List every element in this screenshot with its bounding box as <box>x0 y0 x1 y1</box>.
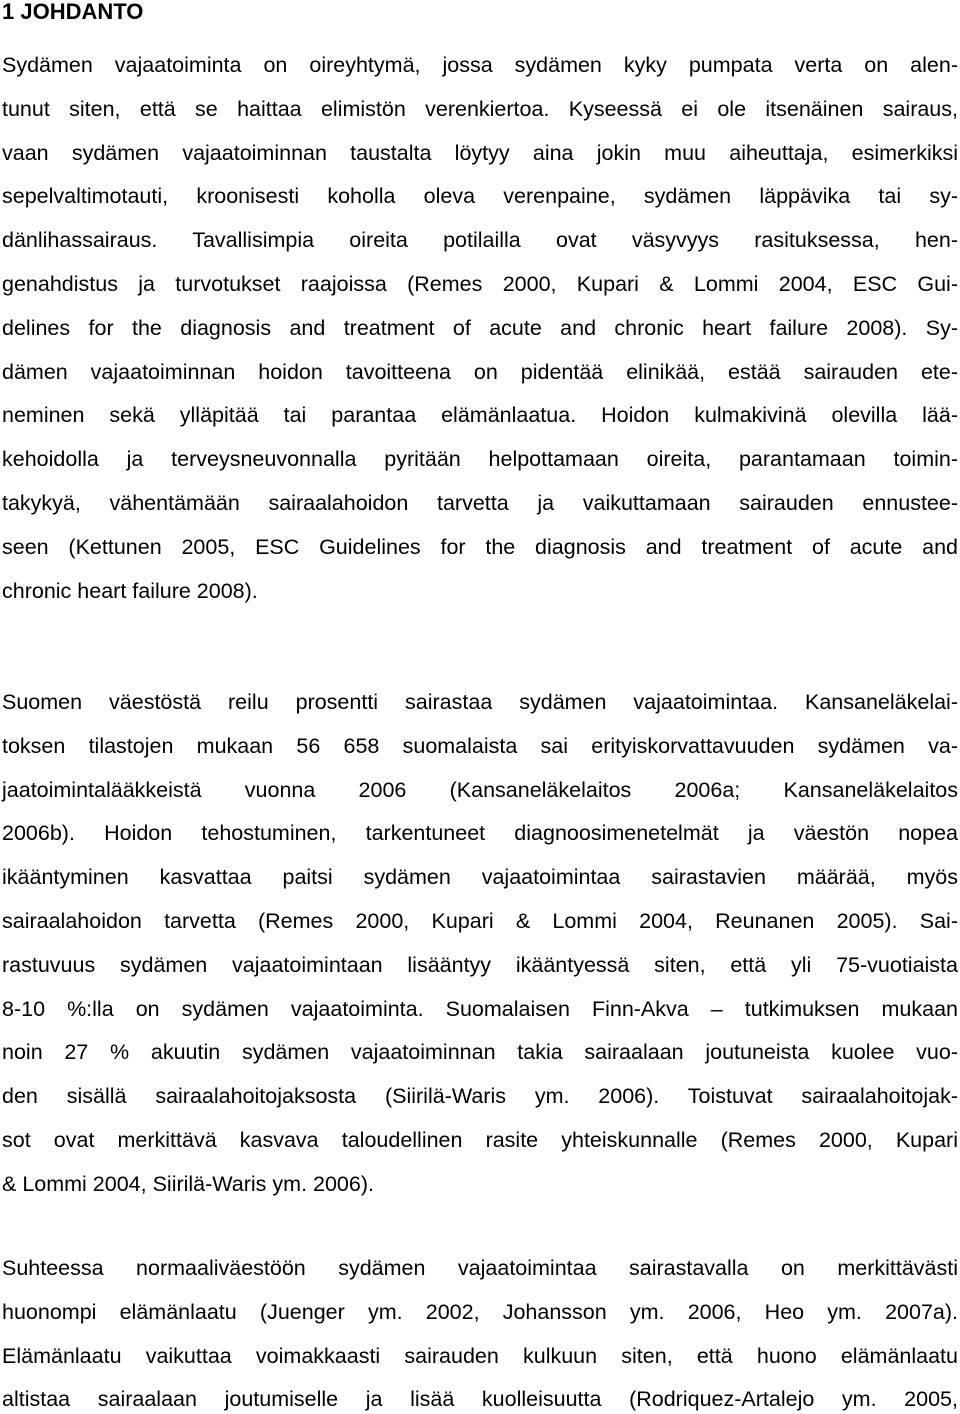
text-line: sot ovat merkittävä kasvava taloudellinen rasite yhteiskunnalle (Remes 2000, Kupari <box>2 1127 958 1152</box>
text-line: vaan sydämen vajaatoiminnan taustalta löytyy aina jokin muu aiheuttaja, esimerkiksi <box>2 140 958 165</box>
text-line: genahdistus ja turvotukset raajoissa (Remes 2000, Kupari & Lommi 2004, ESC Gui- <box>2 271 958 296</box>
text-line: 8-10 %:lla on sydämen vajaatoiminta. Suomalaisen Finn-Akva – tutkimuksen mukaan <box>2 996 958 1021</box>
text-line: noin 27 % akuutin sydämen vajaatoiminnan takia sairaalaan joutuneista kuolee vuo- <box>2 1040 958 1065</box>
section-heading: 1 JOHDANTO <box>2 0 144 24</box>
text-line: altistaa sairaalaan joutumiselle ja lisää kuolleisuutta (Rodriquez-Artalejo ym. 2005, <box>2 1387 958 1412</box>
text-line: delines for the diagnosis and treatment of acute and chronic heart failure 2008). Sy- <box>2 315 958 340</box>
text-line: Elämänlaatu vaikuttaa voimakkaasti sairauden kulkuun siten, että huono elämänlaatu <box>2 1343 958 1368</box>
text-line: Suhteessa normaaliväestöön sydämen vajaatoimintaa sairastavalla on merkittävästi <box>2 1256 958 1280</box>
text-line: jaatoimintalääkkeistä vuonna 2006 (Kansaneläkelaitos 2006a; Kansaneläkelaitos <box>2 777 958 802</box>
text-line: chronic heart failure 2008). <box>2 578 258 603</box>
text-line: & Lommi 2004, Siirilä-Waris ym. 2006). <box>2 1171 374 1196</box>
text-line: den sisällä sairaalahoitojaksosta (Siirilä-Waris ym. 2006). Toistuvat sairaalahoitojak- <box>2 1084 958 1109</box>
text-line: 2006b). Hoidon tehostuminen, tarkentuneet diagnoosimenetelmät ja väestön nopea <box>2 821 958 846</box>
text-line: ikääntyminen kasvattaa paitsi sydämen vajaatoimintaa sairastavien määrää, myös <box>2 865 958 890</box>
text-line: dänlihassairaus. Tavallisimpia oireita potilailla ovat väsyvyys rasituksessa, hen- <box>2 228 958 253</box>
paragraph-3 <box>2 1247 958 1414</box>
text-line: kehoidolla ja terveysneuvonnalla pyritään helpottamaan oireita, parantamaan toimin- <box>2 447 958 472</box>
paragraph-2 <box>2 681 958 1207</box>
text-line: dämen vajaatoiminnan hoidon tavoitteena on pidentää elinikää, estää sairauden ete- <box>2 359 958 384</box>
text-line: rastuvuus sydämen vajaatoimintaan lisääntyy ikääntyessä siten, että yli 75-vuotiaista <box>2 952 958 977</box>
text-line: takykyä, vähentämään sairaalahoidon tarvetta ja vaikuttamaan sairauden ennustee- <box>2 490 958 515</box>
text-line: toksen tilastojen mukaan 56 658 suomalaista sai erityiskorvattavuuden sydämen va- <box>2 733 958 758</box>
text-line: tunut siten, että se haittaa elimistön verenkiertoa. Kyseessä ei ole itsenäinen sairaus, <box>2 96 958 121</box>
text-line: huonompi elämänlaatu (Juenger ym. 2002, Johansson ym. 2006, Heo ym. 2007a). <box>2 1299 958 1324</box>
text-line: Sydämen vajaatoiminta on oireyhtymä, jossa sydämen kyky pumpata verta on alen- <box>2 53 958 77</box>
text-line: Suomen väestöstä reilu prosentti sairastaa sydämen vajaatoimintaa. Kansaneläkelai- <box>2 690 958 714</box>
text-line: neminen sekä ylläpitää tai parantaa elämänlaatua. Hoidon kulmakivinä olevilla lää- <box>2 403 958 428</box>
text-line: seen (Kettunen 2005, ESC Guidelines for the diagnosis and treatment of acute and <box>2 534 958 559</box>
paragraph-1 <box>2 44 958 613</box>
text-line: sairaalahoidon tarvetta (Remes 2000, Kupari & Lommi 2004, Reunanen 2005). Sai- <box>2 908 958 933</box>
text-line: sepelvaltimotauti, kroonisesti koholla oleva verenpaine, sydämen läppävika tai sy- <box>2 184 958 209</box>
